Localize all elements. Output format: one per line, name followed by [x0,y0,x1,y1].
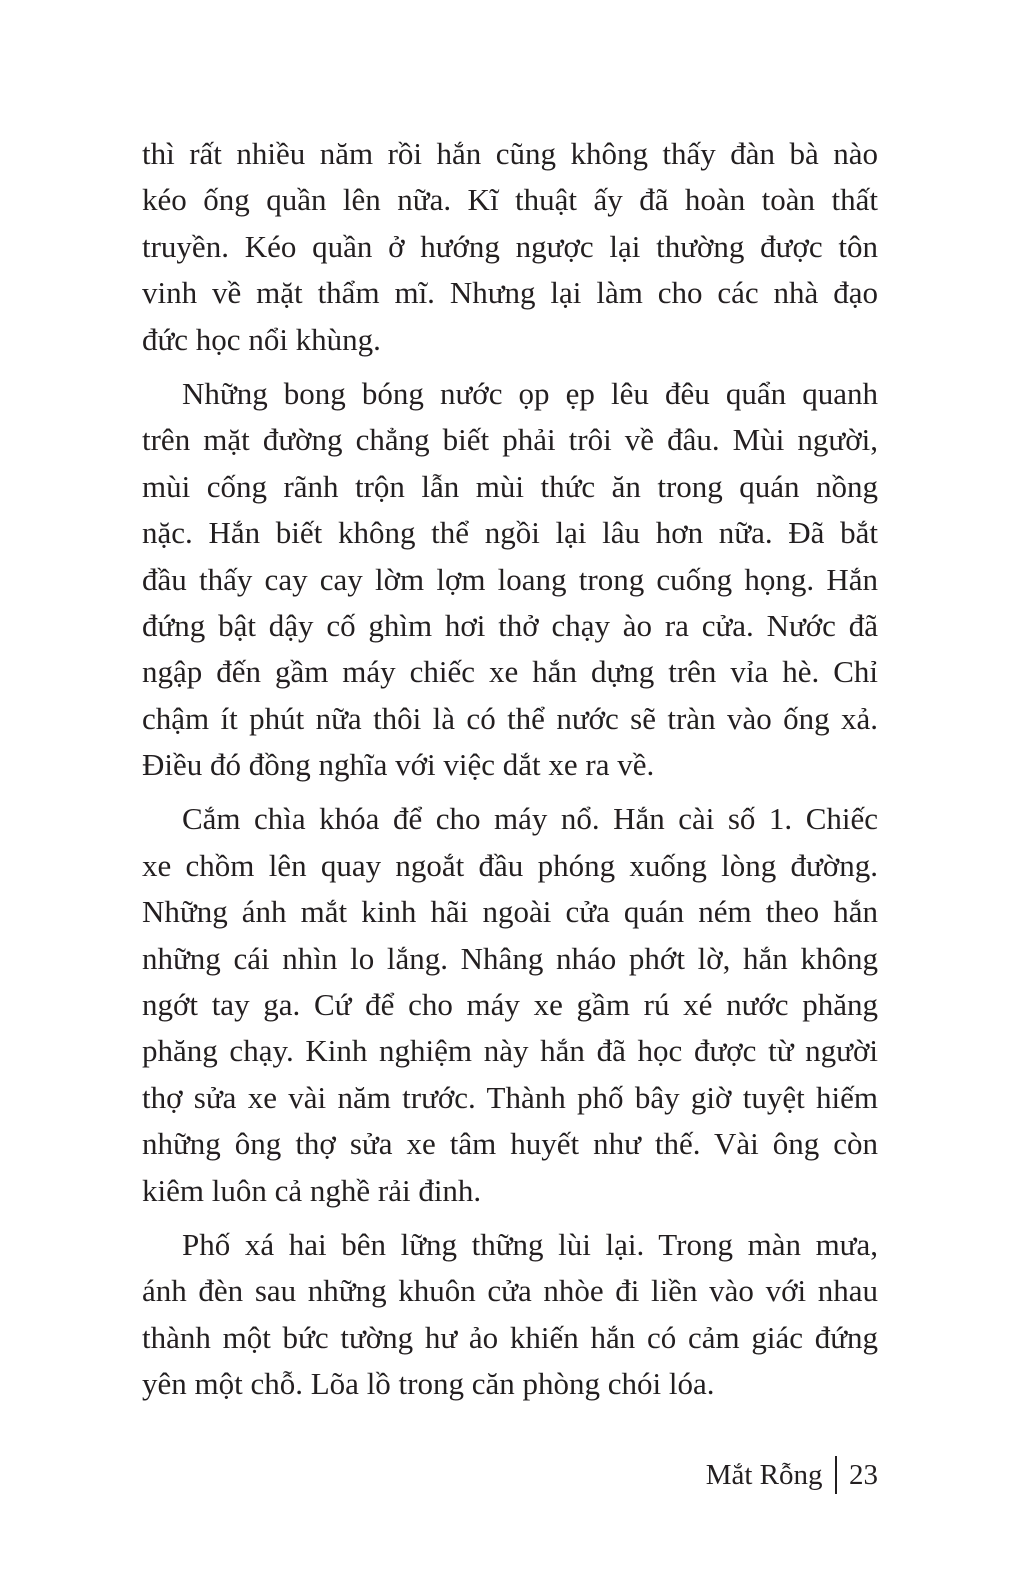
text-line: Cắm chìa khóa để cho máy nổ. Hắn cài số 1. Chiếc [182,801,878,837]
text-line: Những ánh mắt kinh hãi ngoài cửa quán ném theo hắn [142,894,878,930]
paragraph [142,131,878,363]
text-line: vinh về mặt thẩm mĩ. Nhưng lại làm cho các nhà đạo [142,275,878,311]
text-line: trên mặt đường chẳng biết phải trôi về đâu. Mùi người, [142,422,878,458]
text-line: những cái nhìn lo lắng. Nhâng nháo phớt lờ, hắn không [142,940,878,976]
text-line: ngớt tay ga. Cứ để cho máy xe gầm rú xé nước phăng [142,987,878,1023]
text-line: đầu thấy cay cay lờm lợm loang trong cuống họng. Hắn [142,561,878,597]
paragraph [142,371,878,789]
text-line: những ông thợ sửa xe tâm huyết như thế. Vài ông còn [142,1126,878,1162]
footer-divider [835,1456,838,1494]
text-line: yên một chỗ. Lõa lồ trong căn phòng chói lóa. [142,1366,715,1402]
text-line: mùi cống rãnh trộn lẫn mùi thức ăn trong quán nồng [142,468,878,504]
text-line: chậm ít phút nữa thôi là có thể nước sẽ tràn vào ống xả. [142,700,878,736]
text-line: ngập đến gầm máy chiếc xe hắn dựng trên vỉa hè. Chỉ [142,654,878,690]
text-line: đức học nổi khùng. [142,321,381,357]
paragraph [142,796,878,1214]
text-line: Những bong bóng nước ọp ẹp lêu đêu quẩn quanh [182,375,878,411]
text-line: Phố xá hai bên lững thững lùi lại. Trong màn mưa, [182,1226,878,1262]
text-line: đứng bật dậy cố ghìm hơi thở chạy ào ra cửa. Nước đã [142,607,878,643]
text-line: kiêm luôn cả nghề rải đinh. [142,1172,482,1208]
running-title: Mắt Rỗng [705,1458,823,1491]
text-line: nặc. Hắn biết không thể ngồi lại lâu hơn nữa. Đã bắt [142,515,878,551]
page-body [142,131,878,1416]
text-line: phăng chạy. Kinh nghiệm này hắn đã học được từ người [142,1033,878,1069]
text-line: thợ sửa xe vài năm trước. Thành phố bây giờ tuyệt hiếm [142,1079,878,1115]
page-number: 23 [849,1458,878,1491]
text-line: thì rất nhiều năm rồi hắn cũng không thấy đàn bà nào [142,136,878,171]
text-line: truyền. Kéo quần ở hướng ngược lại thường được tôn [142,228,878,264]
text-line: Điều đó đồng nghĩa với việc dắt xe ra về. [142,747,655,783]
text-line: thành một bức tường hư ảo khiến hắn có cảm giác đứng [142,1319,878,1355]
text-line: ánh đèn sau những khuôn cửa nhòe đi liền vào với nhau [142,1273,878,1309]
page-footer [706,1455,878,1495]
paragraph [142,1222,878,1408]
text-line: kéo ống quần lên nữa. Kĩ thuật ấy đã hoàn toàn thất [142,182,878,218]
text-line: xe chồm lên quay ngoắt đầu phóng xuống lòng đường. [142,847,878,883]
